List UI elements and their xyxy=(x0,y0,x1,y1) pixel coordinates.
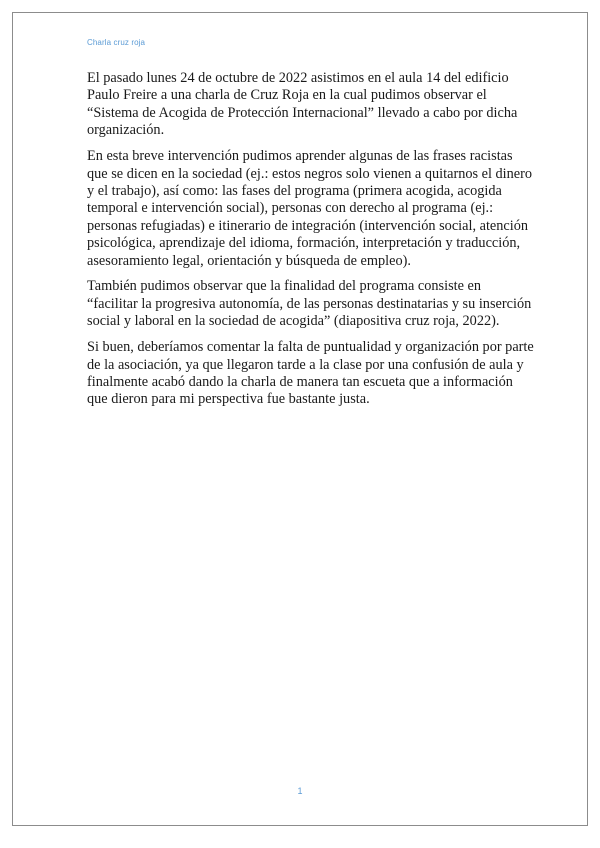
page-header: Charla cruz roja xyxy=(87,38,146,47)
document-body xyxy=(87,70,535,417)
document-page xyxy=(12,12,588,826)
paragraph-3: También pudimos observar que la finalidad del programa consiste en “facilitar la progresiva autonomía, de las personas destinatarias y su inserción social y laboral en la sociedad de acogida” (diapositiva cruz roja, 2022). xyxy=(87,278,532,330)
paragraph-2: En esta breve intervención pudimos aprender algunas de las frases racistas que se dicen en la sociedad (ej.: estos negros solo vienen a quitarnos el dinero y el trabajo), así como: las fases del programa (primera acogida, acogida temporal e intervención social), personas con derecho al programa (ej.: personas refugiadas) e itinerario de integración (intervención social, atención psicológica, aprendizaje del idioma, formación, interpretación y traducción, asesoramiento legal, orientación y búsqueda de empleo). xyxy=(87,148,533,269)
page-number: 1 xyxy=(297,786,303,796)
paragraph-1: El pasado lunes 24 de octubre de 2022 asistimos en el aula 14 del edificio Paulo Freire a una charla de Cruz Roja en la cual pudimos observar el “Sistema de Acogida de Protección Internacional” llevado a cabo por dicha organización. xyxy=(87,70,518,139)
paragraph-4: Si buen, deberíamos comentar la falta de puntualidad y organización por parte de la asociación, ya que llegaron tarde a la clase por una confusión de aula y finalmente acabó dando la charla de manera tan escueta que a información que dieron para mi perspectiva fue bastante justa. xyxy=(87,339,534,408)
